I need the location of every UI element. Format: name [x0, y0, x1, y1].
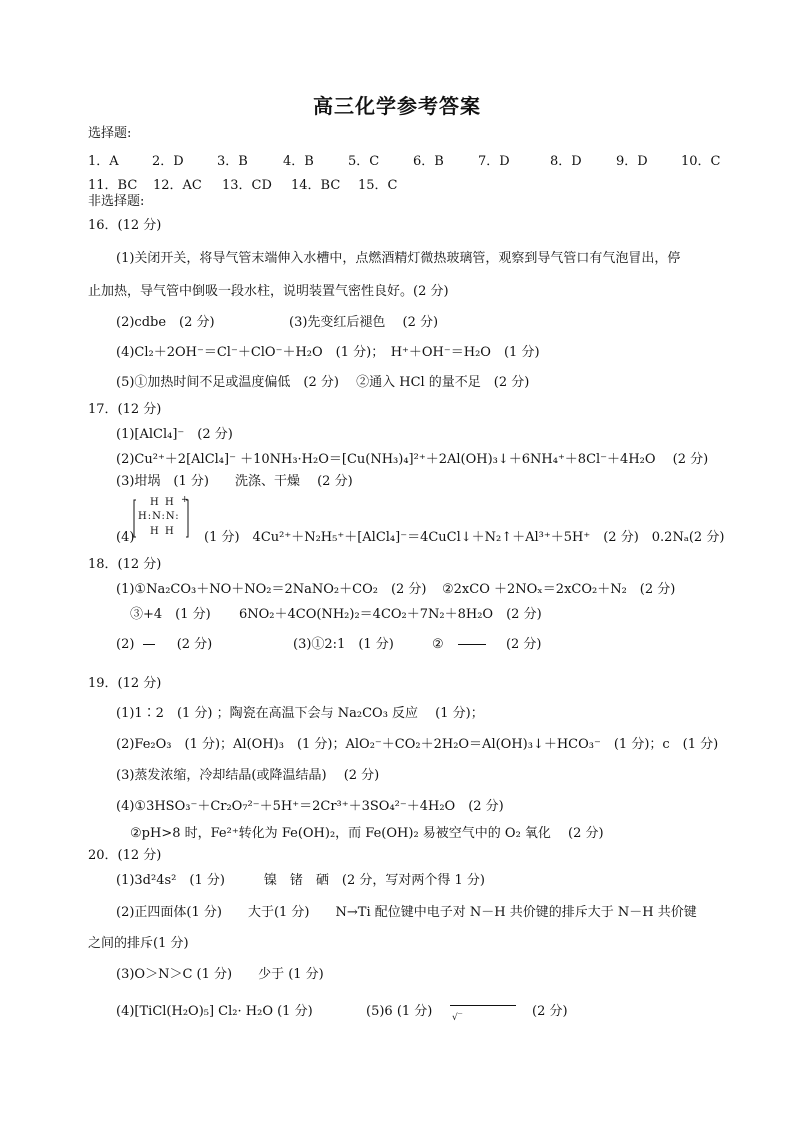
q16-heading: 16．(12 分) — [88, 218, 162, 233]
q19-part1: (1)1∶2 (1 分) ；陶瓷在高温下会与 Na₂CO₃ 反应 (1 分)； — [116, 706, 484, 721]
electron-formula-diagram — [132, 497, 190, 541]
q20-part1: (1)3d²4s² (1 分) 镍 锗 硒 (2 分，写对两个得 1 分) — [116, 873, 486, 888]
fraction-placeholder — [458, 644, 486, 645]
mc-answer: 11．BC — [88, 178, 138, 193]
q18-part1-a: (1)①Na₂CO₃＋NO＋NO₂＝2NaNO₂＋CO₂ (2 分) — [116, 582, 427, 597]
q18-part2 — [116, 637, 212, 653]
mc-answer: 8．D — [550, 154, 582, 169]
q16-part3: (3)先变红后褪色 (2 分) — [289, 315, 439, 330]
q19-part2: (2)Fe₂O₃ (1 分)；Al(OH)₃ (1 分)；AlO₂⁻＋CO₂＋2H₂O＝Al(OH)₃↓＋HCO₃⁻ (1 分)；c (1 分) — [116, 737, 719, 752]
q16-part5: (5)①加热时间不足或温度偏低 (2 分) ②通入 HCl 的量不足 (2 分) — [116, 375, 530, 390]
q16-part1: (1)关闭开关，将导气管末端伸入水槽中，点燃酒精灯微热玻璃管，观察到导气管口有气泡冒出，停 — [116, 251, 681, 266]
q18-heading: 18．(12 分) — [88, 557, 162, 572]
q18-part1-c: ③+4 (1 分) — [130, 607, 211, 622]
mc-answer: 6．B — [413, 154, 444, 169]
q17-part2: (2)Cu²⁺＋2[AlCl₄]⁻ ＋10NH₃·H₂O＝[Cu(NH₃)₄]²⁺＋2Al(OH)₃↓＋6NH₄⁺＋8Cl⁻＋4H₂O (2 分) — [116, 452, 709, 467]
mc-answer: 12．AC — [153, 178, 202, 193]
q17-part4: (1 分) 4Cu²⁺＋N₂H₅⁺＋[AlCl₄]⁻＝4CuCl↓＋N₂↑＋Al³⁺＋5H⁺ (2 分) 0.2Nₐ(2 分) — [204, 530, 725, 545]
mc-answer: 15．C — [358, 178, 398, 193]
q17-part4-label: (4) — [116, 530, 135, 545]
q17-heading: 17．(12 分) — [88, 402, 162, 417]
q19-part4: (4)①3HSO₃⁻＋Cr₂O₇²⁻＋5H⁺＝2Cr³⁺＋3SO₄²⁻＋4H₂O (2 分) — [116, 799, 504, 814]
mc-answer: 9．D — [616, 154, 648, 169]
q16-part1-cont: 止加热，导气管中倒吸一段水柱，说明装置气密性良好。(2 分) — [88, 284, 449, 299]
q18-part1-b: ②2xCO ＋2NOₓ＝2xCO₂＋N₂ (2 分) — [442, 582, 676, 597]
sqrt-symbol: √‾ — [452, 1013, 463, 1023]
fraction-bar — [450, 1005, 516, 1006]
mc-answer: 4．B — [283, 154, 314, 169]
q18-part3-b-score: (2 分) — [505, 637, 542, 652]
nitrogen-row: H:N:N: — [138, 511, 180, 522]
mc-answer: 1．A — [88, 154, 119, 169]
q20-part2: (2)正四面体(1 分) 大于(1 分) N→Ti 配位键中电子对 N－H 共价键的排斥大于 N－H 共价键 — [116, 905, 697, 920]
q17-part3: (3)坩埚 (1 分) 洗涤、干燥 (2 分) — [116, 474, 353, 489]
hydrogen-top-2: H — [165, 497, 174, 508]
q20-heading: 20．(12 分) — [88, 848, 162, 863]
mc-answer: 14．BC — [291, 178, 341, 193]
q20-part5: (5)6 (1 分) — [366, 1004, 433, 1019]
q17-part1: (1)[AlCl₄]⁻ (2 分) — [116, 427, 233, 442]
mc-answer: 7．D — [478, 154, 510, 169]
charge-plus: + — [181, 495, 189, 505]
q20-part5-score: (2 分) — [532, 1004, 568, 1019]
q16-part4: (4)Cl₂＋2OH⁻＝Cl⁻＋ClO⁻＋H₂O (1 分)； H⁺＋OH⁻＝H₂O (1 分) — [116, 345, 540, 360]
page-title: 高三化学参考答案 — [313, 94, 481, 118]
q19-heading: 19．(12 分) — [88, 676, 162, 691]
fraction-placeholder — [143, 644, 155, 645]
q20-part3: (3)O＞N＞C (1 分) 少于 (1 分) — [116, 967, 324, 982]
q18-part1-d: 6NO₂＋4CO(NH₂)₂＝4CO₂＋7N₂＋8H₂O (2 分) — [239, 607, 542, 622]
q18-part3-b-label: ② — [432, 637, 444, 652]
q18-part2-score: (2 分) — [176, 637, 213, 652]
hydrogen-top-1: H — [150, 497, 159, 508]
q20-part2-cont: 之间的排斥(1 分) — [88, 936, 189, 951]
mc-answer: 13．CD — [222, 178, 272, 193]
q18-part3-a: (3)①2:1 (1 分) — [293, 637, 394, 652]
hydrogen-bottom-1: H — [150, 526, 159, 537]
mc-answer: 3．B — [217, 154, 248, 169]
mc-answer: 2．D — [152, 154, 184, 169]
q20-part4: (4)[TiCl(H₂O)₅] Cl₂· H₂O (1 分) — [116, 1004, 313, 1019]
q18-part3-b — [432, 637, 542, 653]
q16-part2: (2)cdbe (2 分) — [116, 315, 215, 330]
q19-part4-2: ②pH>8 时，Fe²⁺转化为 Fe(OH)₂，而 Fe(OH)₂ 易被空气中的 O₂ 氧化 (2 分) — [130, 826, 604, 841]
mc-answer: 10．C — [681, 154, 721, 169]
mc-answer: 5．C — [348, 154, 380, 169]
nonmc-heading: 非选择题: — [88, 194, 145, 209]
q19-part3: (3)蒸发浓缩，冷却结晶(或降温结晶) (2 分) — [116, 768, 380, 783]
hydrogen-bottom-2: H — [165, 526, 174, 537]
mc-heading: 选择题: — [88, 126, 132, 141]
q18-part2-label: (2) — [116, 637, 135, 652]
